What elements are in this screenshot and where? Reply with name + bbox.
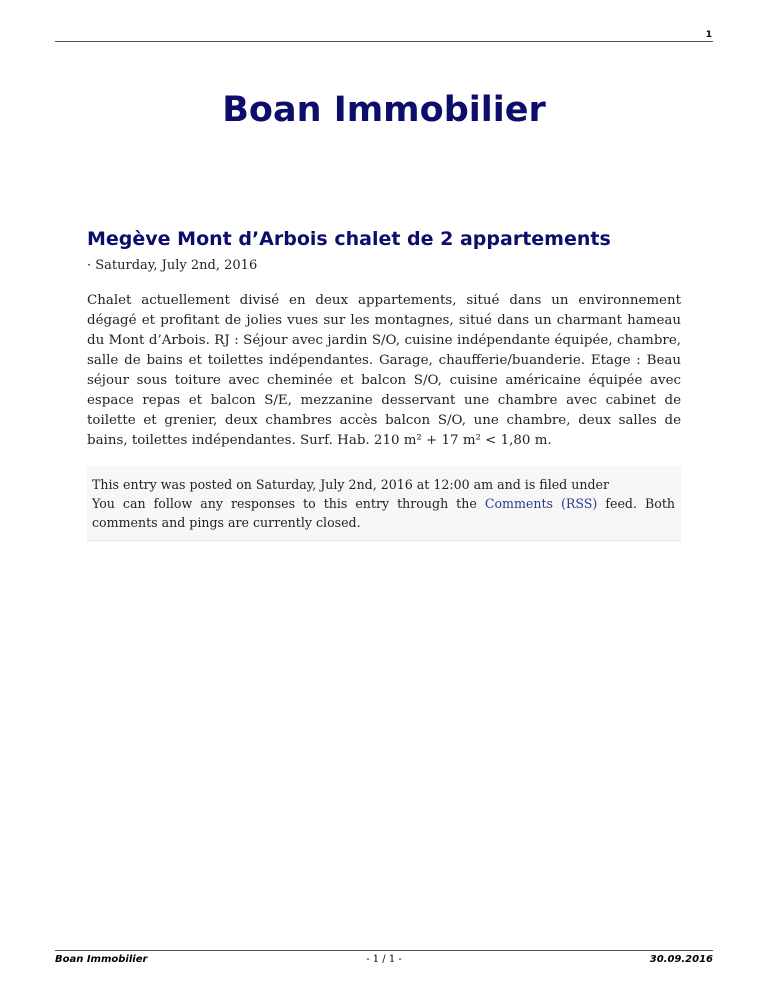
page-number: 1 (705, 30, 712, 40)
post-entry (87, 226, 681, 541)
post-title: Megève Mont d’Arbois chalet de 2 appartements (87, 228, 611, 250)
closed-text: feed. Both comments and pings are currently closed. (92, 496, 676, 530)
follow-text: You can follow any responses to this entry through the (92, 496, 485, 511)
site-title: Boan Immobilier (222, 90, 546, 130)
footer-site-name: Boan Immobilier (55, 954, 148, 965)
footer-page-count: - 1 / 1 - (366, 954, 402, 965)
post-body: Chalet actuellement divisé en deux appartements, situé dans un environnement dégagé et profitant de jolies vues sur les montagnes, situé dans un charmant hameau du Mont d’Arbois. RJ : Séjour avec jardin S/O, cuisine indépendante équipée, chambre, salle de bains et toilettes indépendantes. Garage, chaufferie/buanderie. Etage : Beau séjour sous toiture avec cheminée et balcon S/O, cuisine américaine équipée avec espace repas et balcon S/E, mezzanine desservant une chambre avec cabinet de toilette et grenier, deux chambres accès balcon S/O, une chambre, deux salles de bains, toilettes indépendantes. Surf. Hab. 210 m² + 17 m² < 1,80 m. (87, 293, 681, 448)
footer-divider (55, 950, 713, 951)
post-date: · Saturday, July 2nd, 2016 (87, 258, 258, 273)
post-meta-footer (87, 466, 681, 541)
header-divider (55, 41, 713, 42)
comments-rss-link[interactable]: Comments (RSS) (484, 496, 598, 511)
posted-on-text: This entry was posted on Saturday, July 2nd, 2016 at 12:00 am and is filed under (92, 477, 610, 492)
footer-date: 30.09.2016 (649, 954, 713, 965)
